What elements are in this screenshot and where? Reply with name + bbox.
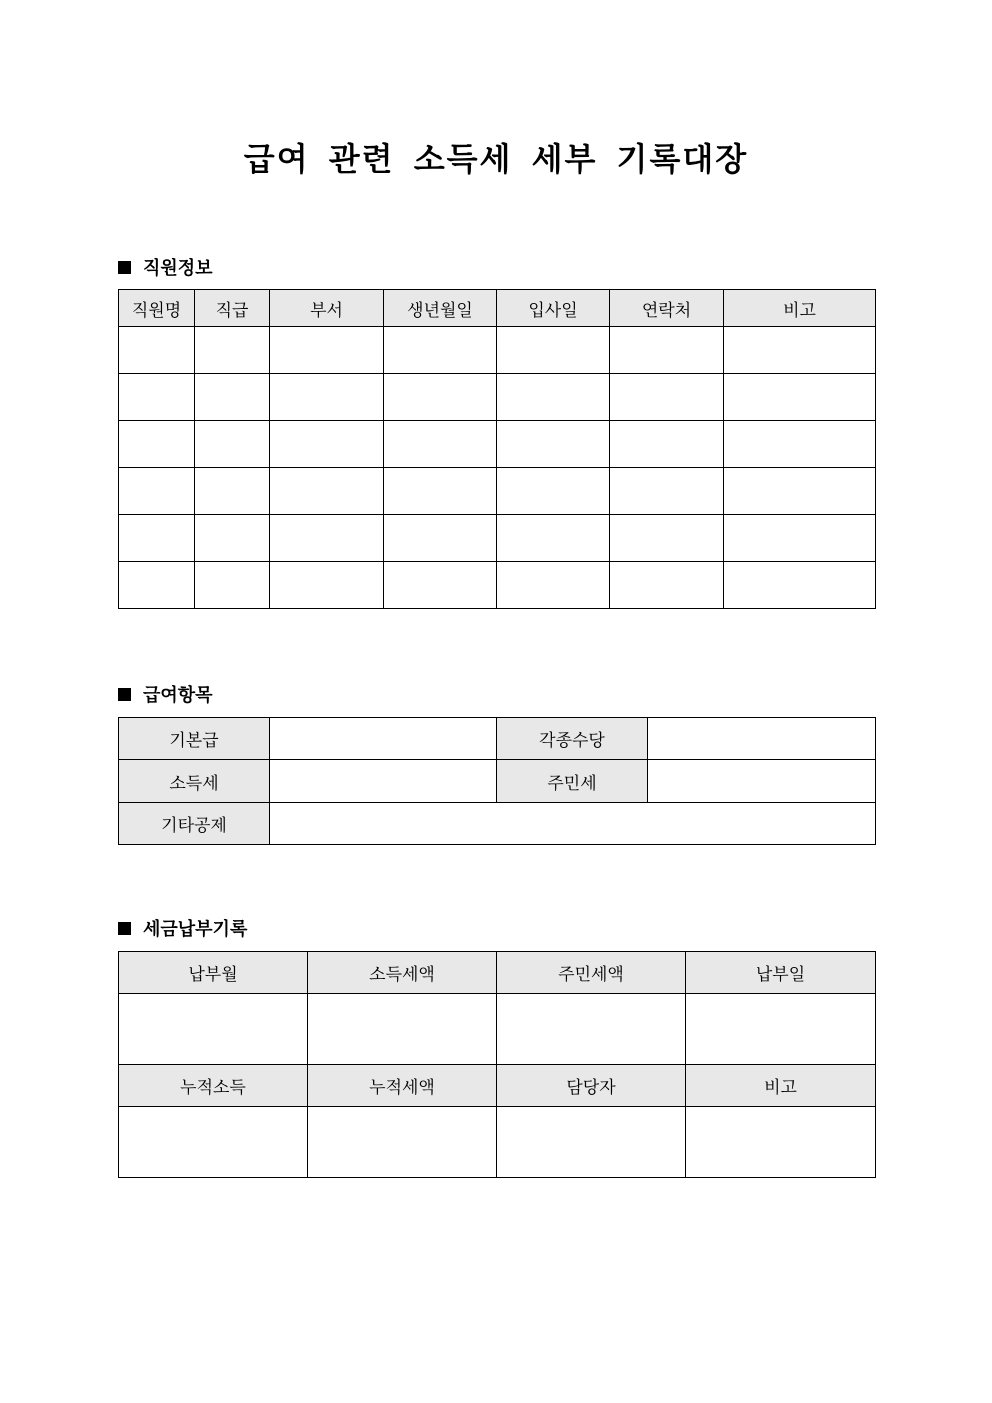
table-row xyxy=(119,562,876,609)
col-header-income-tax-amount: 소득세액 xyxy=(308,952,497,994)
table-cell[interactable] xyxy=(610,421,724,468)
label-base-pay: 기본급 xyxy=(119,718,270,760)
base-pay-field[interactable] xyxy=(270,718,497,760)
table-cell[interactable] xyxy=(686,994,876,1065)
table-row xyxy=(119,515,876,562)
square-bullet-icon xyxy=(118,922,131,935)
table-cell[interactable] xyxy=(195,327,270,374)
col-header-remarks: 비고 xyxy=(686,1065,876,1107)
table-cell[interactable] xyxy=(308,1107,497,1178)
table-row xyxy=(119,421,876,468)
table-cell[interactable] xyxy=(195,374,270,421)
table-cell[interactable] xyxy=(119,994,308,1065)
table-cell[interactable] xyxy=(384,562,497,609)
table-row xyxy=(119,718,876,760)
tax-table xyxy=(118,951,876,1178)
col-header-resident-tax-amount: 주민세액 xyxy=(497,952,686,994)
table-cell[interactable] xyxy=(497,374,610,421)
table-row xyxy=(119,468,876,515)
table-cell[interactable] xyxy=(497,1107,686,1178)
table-cell[interactable] xyxy=(308,994,497,1065)
table-cell[interactable] xyxy=(119,1107,308,1178)
table-cell[interactable] xyxy=(119,468,195,515)
table-cell[interactable] xyxy=(610,515,724,562)
table-cell[interactable] xyxy=(270,468,384,515)
table-cell[interactable] xyxy=(195,515,270,562)
section-heading-label: 세금납부기록 xyxy=(143,919,248,940)
table-cell[interactable] xyxy=(384,515,497,562)
table-row xyxy=(119,1107,876,1178)
table-cell[interactable] xyxy=(497,468,610,515)
table-cell[interactable] xyxy=(119,562,195,609)
table-row xyxy=(119,994,876,1065)
table-row xyxy=(119,374,876,421)
table-cell[interactable] xyxy=(610,562,724,609)
table-cell[interactable] xyxy=(384,468,497,515)
income-tax-field[interactable] xyxy=(270,760,497,803)
col-header-payment-month: 납부월 xyxy=(119,952,308,994)
label-resident-tax: 주민세 xyxy=(497,760,648,803)
section-heading-pay xyxy=(118,681,213,707)
table-cell[interactable] xyxy=(384,374,497,421)
col-header-remarks: 비고 xyxy=(724,290,876,327)
table-cell[interactable] xyxy=(270,327,384,374)
table-cell[interactable] xyxy=(270,374,384,421)
table-cell[interactable] xyxy=(270,515,384,562)
table-cell[interactable] xyxy=(119,374,195,421)
table-cell[interactable] xyxy=(497,994,686,1065)
col-header-payment-date: 납부일 xyxy=(686,952,876,994)
table-cell[interactable] xyxy=(610,327,724,374)
col-header-hire-date: 입사일 xyxy=(497,290,610,327)
table-cell[interactable] xyxy=(497,515,610,562)
allowances-field[interactable] xyxy=(648,718,876,760)
table-cell[interactable] xyxy=(119,327,195,374)
table-cell[interactable] xyxy=(724,374,876,421)
other-deductions-field[interactable] xyxy=(270,803,876,845)
section-heading-employee xyxy=(118,254,213,280)
table-cell[interactable] xyxy=(610,374,724,421)
table-row xyxy=(119,327,876,374)
table-cell[interactable] xyxy=(686,1107,876,1178)
employee-table xyxy=(118,289,876,609)
table-cell[interactable] xyxy=(384,327,497,374)
table-cell[interactable] xyxy=(610,468,724,515)
square-bullet-icon xyxy=(118,261,131,274)
table-cell[interactable] xyxy=(724,562,876,609)
table-cell[interactable] xyxy=(195,468,270,515)
table-cell[interactable] xyxy=(724,515,876,562)
table-cell[interactable] xyxy=(724,327,876,374)
pay-table xyxy=(118,717,876,845)
label-allowances: 각종수당 xyxy=(497,718,648,760)
col-header-birthdate: 생년월일 xyxy=(384,290,497,327)
col-header-department: 부서 xyxy=(270,290,384,327)
col-header-contact: 연락처 xyxy=(610,290,724,327)
square-bullet-icon xyxy=(118,688,131,701)
table-row xyxy=(119,803,876,845)
table-cell[interactable] xyxy=(270,562,384,609)
section-heading-tax xyxy=(118,915,247,941)
table-cell[interactable] xyxy=(724,468,876,515)
col-header-person-in-charge: 담당자 xyxy=(497,1065,686,1107)
col-header-rank: 직급 xyxy=(195,290,270,327)
section-heading-label: 급여항목 xyxy=(143,685,213,706)
table-cell[interactable] xyxy=(497,327,610,374)
page-title: 급여 관련 소득세 세부 기록대장 xyxy=(243,140,749,178)
table-cell[interactable] xyxy=(270,421,384,468)
table-cell[interactable] xyxy=(119,515,195,562)
tax-header-row xyxy=(119,952,876,994)
table-cell[interactable] xyxy=(497,421,610,468)
table-cell[interactable] xyxy=(195,421,270,468)
table-cell[interactable] xyxy=(195,562,270,609)
table-row xyxy=(119,760,876,803)
table-cell[interactable] xyxy=(384,421,497,468)
col-header-name: 직원명 xyxy=(119,290,195,327)
section-heading-label: 직원정보 xyxy=(143,258,213,279)
tax-header-row xyxy=(119,1065,876,1107)
table-cell[interactable] xyxy=(497,562,610,609)
table-cell[interactable] xyxy=(119,421,195,468)
resident-tax-field[interactable] xyxy=(648,760,876,803)
col-header-cumulative-income: 누적소득 xyxy=(119,1065,308,1107)
label-other-deductions: 기타공제 xyxy=(119,803,270,845)
employee-header-row xyxy=(119,290,876,327)
label-income-tax: 소득세 xyxy=(119,760,270,803)
col-header-cumulative-tax: 누적세액 xyxy=(308,1065,497,1107)
table-cell[interactable] xyxy=(724,421,876,468)
